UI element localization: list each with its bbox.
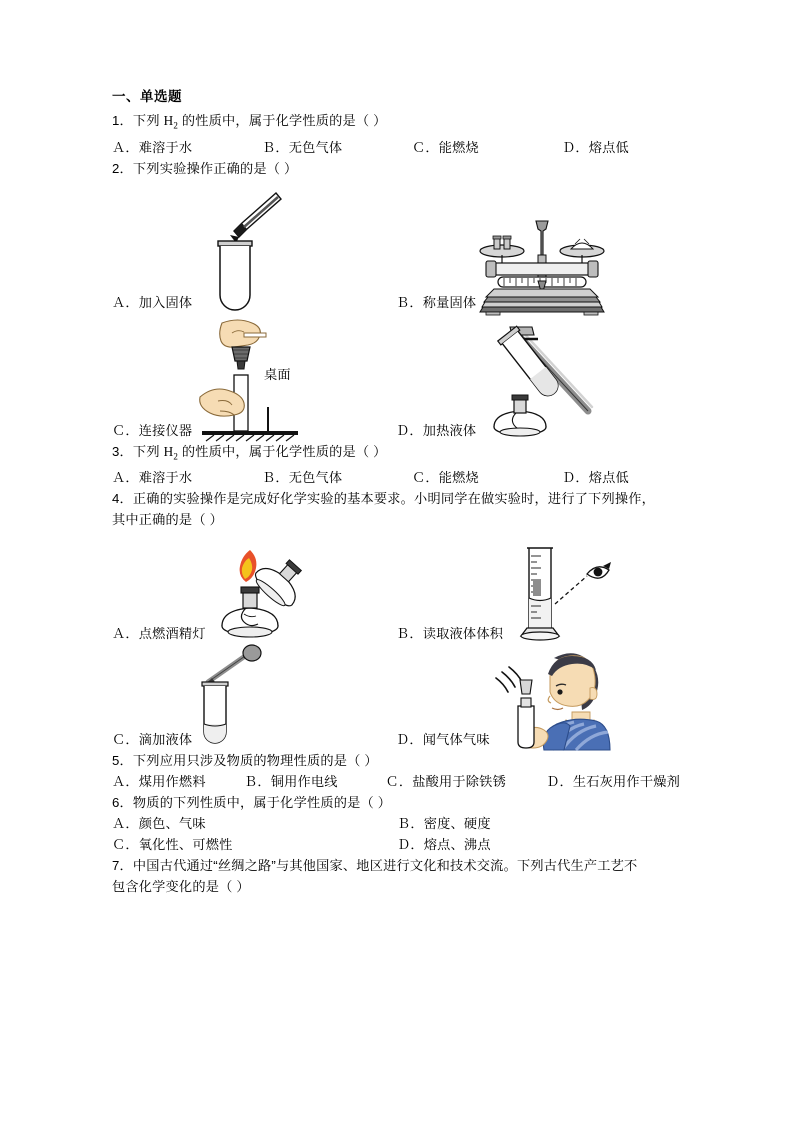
- formula-h2: $H_2$: [163, 113, 179, 131]
- question-1-option-a[interactable]: Ａ．难溶于水: [112, 139, 193, 155]
- exam-page: [112, 88, 680, 897]
- section-title: 一、单选题: [112, 89, 182, 104]
- question-3-option-d[interactable]: Ｄ．熔点低: [562, 470, 629, 486]
- question-5-stem: 5．下列应用只涉及物质的物理性质的是（ ）: [112, 753, 378, 769]
- question-2-option-c-annotation: 桌面: [264, 366, 291, 382]
- test-tube-spatula-icon: [192, 187, 288, 313]
- question-1-number: 1: [112, 113, 120, 128]
- question-2-option-a[interactable]: [112, 185, 396, 313]
- question-2-option-c[interactable]: [112, 313, 396, 441]
- question-2-option-a-label: Ａ．加入固体: [112, 294, 193, 310]
- question-3-option-b[interactable]: Ｂ．无色气体: [262, 470, 343, 486]
- question-2-figure-row-2: [112, 313, 680, 441]
- question-2-figure-row-1: [112, 185, 680, 313]
- question-1-option-d[interactable]: Ｄ．熔点低: [562, 139, 629, 155]
- lighting-alcohol-lamp-icon: [206, 540, 324, 644]
- question-2-option-d-label: Ｄ．加热液体: [396, 422, 477, 438]
- question-3-option-a[interactable]: Ａ．难溶于水: [112, 470, 193, 486]
- question-5-option-a[interactable]: Ａ．煤用作燃料: [112, 774, 206, 790]
- question-1-stem: [112, 110, 680, 137]
- question-4-option-a[interactable]: [112, 538, 396, 644]
- question-4-figure-row-1: [112, 538, 680, 644]
- heating-liquid-icon: [476, 315, 598, 441]
- question-6-options-row-1: [112, 813, 680, 834]
- question-2-option-b-label: Ｂ．称量固体: [396, 294, 477, 310]
- question-2-option-d[interactable]: [396, 313, 680, 441]
- question-6-option-d[interactable]: Ｄ．熔点、沸点: [397, 837, 491, 853]
- question-4-stem-line-2: 其中正确的是（ ）: [112, 512, 223, 528]
- question-3-stem: [112, 441, 680, 468]
- question-3-option-c[interactable]: Ｃ．能燃烧: [412, 470, 479, 486]
- question-4-option-a-label: Ａ．点燃酒精灯: [112, 626, 206, 642]
- question-5-option-c[interactable]: Ｃ．盐酸用于除铁锈: [385, 774, 506, 790]
- question-6-options-row-2: [112, 834, 680, 855]
- question-2-option-c-label: Ｃ．连接仪器: [112, 422, 193, 438]
- adding-liquid-dropper-icon: [192, 646, 266, 750]
- question-4-option-b-label: Ｂ．读取液体体积: [396, 626, 504, 642]
- question-1-option-c[interactable]: Ｃ．能燃烧: [412, 139, 479, 155]
- question-3-number: 3: [112, 443, 120, 459]
- question-6-option-a[interactable]: Ａ．颜色、气味: [112, 816, 206, 832]
- question-5-options: [112, 771, 680, 792]
- question-4-option-d[interactable]: [396, 646, 680, 750]
- question-2-stem: 2．下列实验操作正确的是（ ）: [112, 160, 298, 176]
- question-4-option-b[interactable]: [396, 538, 680, 644]
- question-4-option-c-label: Ｃ．滴加液体: [112, 732, 193, 748]
- question-6-stem: 6．物质的下列性质中，属于化学性质的是（ ）: [112, 795, 392, 811]
- question-1-text-b: 的性质中，属于化学性质的是（ ）: [178, 113, 387, 128]
- question-1-option-b[interactable]: Ｂ．无色气体: [262, 139, 343, 155]
- question-4-option-d-label: Ｄ．闻气体气味: [396, 732, 490, 748]
- reading-liquid-volume-icon: [503, 540, 615, 644]
- question-4-stem-line-1: 4．正确的实验操作是完成好化学实验的基本要求。小明同学在做实验时，进行了下列操作，: [112, 491, 656, 507]
- question-3-text-b: 的性质中，属于化学性质的是（ ）: [178, 443, 387, 459]
- question-5-option-d[interactable]: Ｄ．生石灰用作干燥剂: [546, 774, 680, 790]
- question-6-option-b[interactable]: Ｂ．密度、硬度: [397, 816, 491, 832]
- question-1-text-a: ．下列: [119, 113, 164, 128]
- question-4-option-c[interactable]: [112, 646, 396, 750]
- question-4-figure-row-2: [112, 646, 680, 750]
- question-3-text-a: ．下列: [119, 443, 164, 459]
- question-1-options: [112, 137, 680, 158]
- formula-h2: $H_2$: [163, 443, 179, 462]
- smelling-gas-icon: [490, 646, 610, 750]
- question-6-option-c[interactable]: Ｃ．氧化性、可燃性: [112, 837, 233, 853]
- question-7-stem-line-1: 7．中国古代通过“丝绸之路”与其他国家、地区进行文化和技术交流。下列古代生产工艺不: [112, 858, 638, 874]
- balance-scale-icon: [476, 217, 608, 313]
- question-3-options: [112, 467, 680, 488]
- question-7-stem-line-2: 包含化学变化的是（ ）: [112, 879, 250, 895]
- question-5-option-b[interactable]: Ｂ．铜用作电线: [243, 774, 338, 790]
- question-4-figures: [112, 538, 680, 750]
- question-2-figures: [112, 185, 680, 441]
- question-2-option-b[interactable]: [396, 185, 680, 313]
